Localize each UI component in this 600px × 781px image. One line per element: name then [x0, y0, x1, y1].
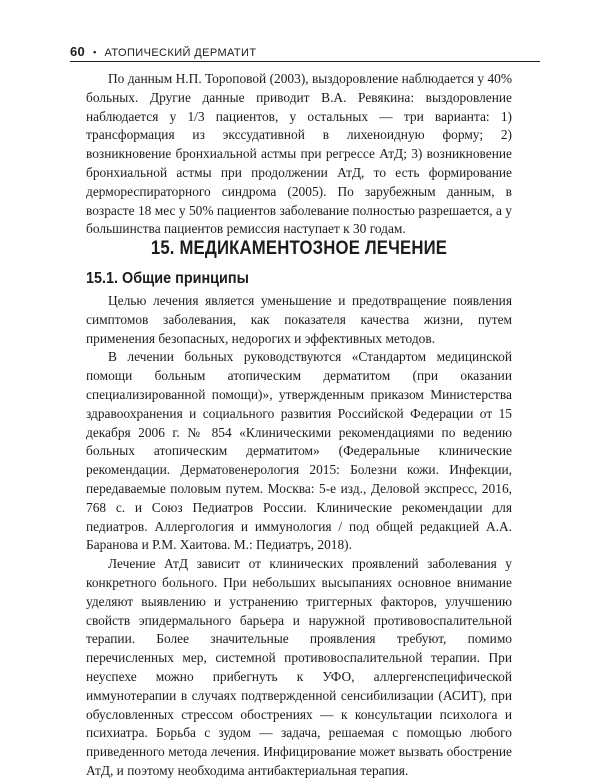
- section-paragraph-3: Лечение АтД зависит от клинических проявлений заболевания у конкретного больного. При небольших высыпаниях основное внимание уделяют выявлению и устранению триггерных факторов, улучшению свойств эпидермального барьера и наружной противовоспалительной терапии. Более значительные проявления требуют, помимо перечисленных мер, системной противовоспалительной терапии. При неуспехе можно прибегнуть к УФО, аллергенспецифической иммунотерапии в случаях подтвержденной сенсибилизации (АСИТ), при обусловленных стрессом обострениях — к консультации психолога и психиатра. Борьба с зудом — задача, решаемая с помощью любого приведенного метода лечения. Инфицирование может вызвать обострение АтД, и поэтому необходима антибактериальная терапия.: [86, 556, 512, 778]
- section-paragraph-1: Целью лечения является уменьшение и предотвращение появления симптомов заболевания, как показателя качества жизни, путем применения безопасных, недорогих и эффективных методов.: [86, 293, 512, 346]
- chapter-title: 15. МЕДИКАМЕНТОЗНОЕ ЛЕЧЕНИЕ: [150, 238, 448, 259]
- running-title: АТОПИЧЕСКИЙ ДЕРМАТИТ: [104, 47, 257, 59]
- intro-text-block: [86, 70, 512, 239]
- page-number: 60: [70, 44, 86, 59]
- section-text-block: [86, 292, 512, 781]
- intro-paragraph: По данным Н.П. Тороповой (2003), выздоровление наблюдается у 40% больных. Другие данные приводит В.А. Ревякина: выздоровление наблюдается у 1/3 пациентов, у остальных — три варианта: 1) трансформация из экссудативной в лихеноидную форму; 2) возникновение бронхиальной астмы при регрессе АтД; 3) возникновение бронхиальной астмы при продолжении АтД, то есть формирование дермореспираторного синдрома (2005). По зарубежным данным, в возрасте 18 мес у 50% пациентов заболевание полностью разрешается, а у большинства пациентов ремиссия наступает к 30 годам.: [86, 71, 512, 237]
- section-title: 15.1. Общие принципы: [86, 270, 249, 287]
- header-separator: •: [93, 47, 97, 57]
- section-paragraph-2: В лечении больных руководствуются «Стандартом медицинской помощи больным атопическим дерматитом (при оказании специализированной помощи)», утвержденным приказом Министерства здравоохранения и социального развития Российской Федерации от 15 декабря 2006 г. № 854 «Клиническими рекомендациями по ведению больных атопическим дерматитом» (Федеральные клинические рекомендации. Дерматовенерология 2015: Болезни кожи. Инфекции, передаваемые половым путем. Москва: 5-е изд., Деловой экспресс, 2016, 768 с. и Союз Педиатров России. Клинические рекомендации для педиатров. Аллергология и иммунология / под общей редакцией А.А. Баранова и Р.М. Хаитова. М.: Педиатръ, 2018).: [86, 349, 512, 553]
- running-header: [70, 42, 540, 62]
